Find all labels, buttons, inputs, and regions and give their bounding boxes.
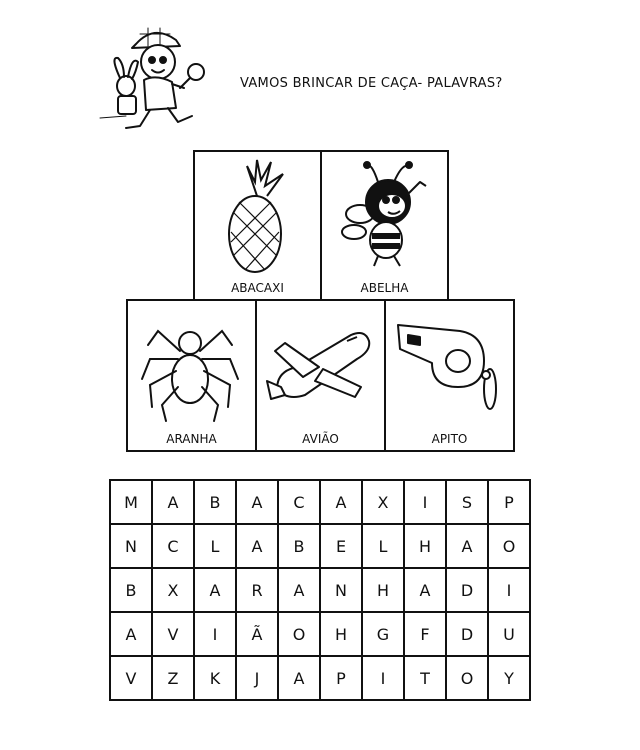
grid-cell[interactable]: A	[236, 524, 278, 568]
grid-cell[interactable]: K	[194, 656, 236, 700]
grid-cell[interactable]: A	[152, 480, 194, 524]
grid-cell[interactable]: R	[236, 568, 278, 612]
grid-cell[interactable]: A	[320, 480, 362, 524]
pineapple-icon	[195, 152, 320, 299]
grid-cell[interactable]: O	[446, 656, 488, 700]
grid-cell[interactable]: B	[110, 568, 152, 612]
grid-row	[110, 480, 530, 524]
grid-row	[110, 656, 530, 700]
grid-cell[interactable]: I	[404, 480, 446, 524]
grid-cell[interactable]: U	[488, 612, 530, 656]
grid-cell[interactable]: A	[278, 568, 320, 612]
grid-cell[interactable]: A	[446, 524, 488, 568]
word-search-grid	[109, 479, 531, 701]
grid-cell[interactable]: V	[110, 656, 152, 700]
grid-cell[interactable]: C	[278, 480, 320, 524]
grid-cell[interactable]: Y	[488, 656, 530, 700]
grid-row	[110, 524, 530, 568]
airplane-icon	[257, 301, 384, 450]
grid-cell[interactable]: H	[320, 612, 362, 656]
grid-row	[110, 568, 530, 612]
grid-cell[interactable]: D	[446, 612, 488, 656]
grid-cell[interactable]: N	[320, 568, 362, 612]
grid-cell[interactable]: N	[110, 524, 152, 568]
grid-cell[interactable]: A	[236, 480, 278, 524]
grid-cell[interactable]: V	[152, 612, 194, 656]
card-abelha	[320, 150, 449, 301]
grid-cell[interactable]: H	[404, 524, 446, 568]
grid-cell[interactable]: P	[488, 480, 530, 524]
grid-cell[interactable]: P	[320, 656, 362, 700]
grid-cell[interactable]: Z	[152, 656, 194, 700]
grid-cell[interactable]: J	[236, 656, 278, 700]
grid-cell[interactable]: I	[194, 612, 236, 656]
grid-row	[110, 612, 530, 656]
grid-cell[interactable]: O	[278, 612, 320, 656]
grid-cell[interactable]: X	[152, 568, 194, 612]
grid-cell[interactable]: F	[404, 612, 446, 656]
whistle-icon	[386, 301, 513, 450]
bee-icon	[322, 152, 447, 299]
spider-icon	[128, 301, 255, 450]
grid-cell[interactable]: I	[362, 656, 404, 700]
grid-cell[interactable]: D	[446, 568, 488, 612]
card-aranha	[126, 299, 257, 452]
card-label-aranha: ARANHA	[166, 432, 217, 446]
grid-cell[interactable]: L	[194, 524, 236, 568]
grid-cell[interactable]: O	[488, 524, 530, 568]
grid-cell[interactable]: A	[194, 568, 236, 612]
grid-cell[interactable]: A	[404, 568, 446, 612]
grid-cell[interactable]: X	[362, 480, 404, 524]
card-label-aviao: AVIÃO	[302, 432, 339, 446]
grid-cell[interactable]: G	[362, 612, 404, 656]
card-aviao	[255, 299, 386, 452]
grid-cell[interactable]: I	[488, 568, 530, 612]
card-abacaxi	[193, 150, 322, 301]
grid-cell[interactable]: T	[404, 656, 446, 700]
grid-cell[interactable]: B	[194, 480, 236, 524]
mascot-explorer-illustration	[96, 22, 220, 140]
grid-cell[interactable]: A	[278, 656, 320, 700]
page-title: VAMOS BRINCAR DE CAÇA- PALAVRAS?	[240, 76, 503, 91]
card-label-abacaxi: ABACAXI	[231, 281, 284, 295]
grid-cell[interactable]: L	[362, 524, 404, 568]
grid-cell[interactable]: A	[110, 612, 152, 656]
card-apito	[384, 299, 515, 452]
grid-cell[interactable]: C	[152, 524, 194, 568]
card-label-apito: APITO	[431, 432, 468, 446]
grid-cell[interactable]: B	[278, 524, 320, 568]
grid-cell[interactable]: E	[320, 524, 362, 568]
grid-cell[interactable]: H	[362, 568, 404, 612]
grid-cell[interactable]: M	[110, 480, 152, 524]
grid-cell[interactable]: S	[446, 480, 488, 524]
grid-cell[interactable]: Ã	[236, 612, 278, 656]
card-label-abelha: ABELHA	[360, 281, 409, 295]
